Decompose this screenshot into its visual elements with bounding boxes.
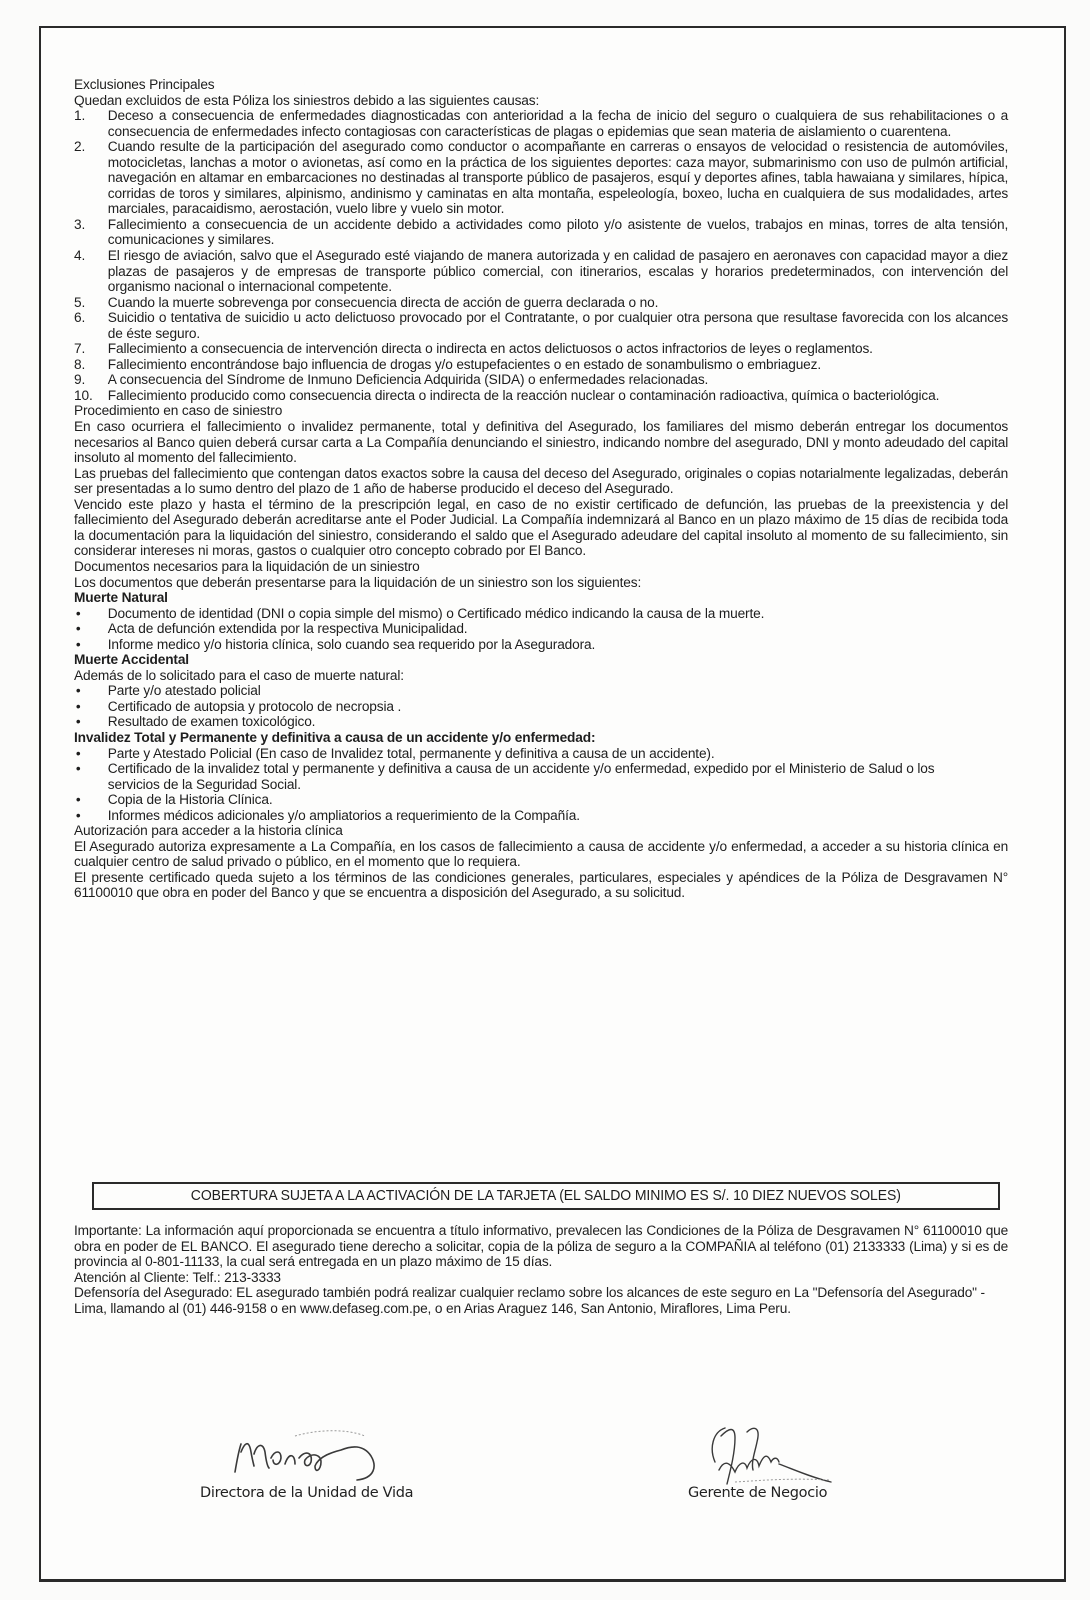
document-item: • Parte y Atestado Policial (En caso de Invalidez total, permanente y definitiva a causa de un accidente). bbox=[75, 745, 715, 762]
ombudsman-note: Defensoría del Asegurado: EL asegurado también podrá realizar cualquier reclamo sobre los alcances de este seguro en La "Defensoría del Asegurado" - Lima, llamando al (01) 446-9158 o en www.defaseg.com.pe, o en Arias Araguez 146, San Antonio, Miraflores, Lima Peru. bbox=[74, 1285, 985, 1317]
exclusions-list bbox=[74, 109, 1008, 404]
handwritten-signature-icon bbox=[695, 1418, 855, 1488]
exclusions-intro: Quedan excluidos de esta Póliza los siniestros debido a las siguientes causas: bbox=[74, 92, 540, 109]
signature-label-manager: Gerente de Negocio bbox=[688, 1485, 828, 1501]
exclusion-item: 8. Fallecimiento encontrándose bajo influencia de drogas y/o estupefacientes o en estado de sonambulismo o embriaguez. bbox=[74, 356, 822, 373]
natural-death-list bbox=[74, 607, 1008, 654]
procedure-paragraph: Vencido este plazo y hasta el término de la prescripción legal, en caso de no existir certificado de defunción, las pruebas de la preexistencia y del fallecimiento del Asegurado deberán acreditarse ante el Poder Judicial. La Compañía indemnizará al Banco en un plazo máximo de 15 días de recibida toda la documentación para la liquidación del siniestro, considerando el saldo que el Asegurado adeudare del capital insoluto al momento de su fallecimiento, sin considerar intereses ni moras, gastos o cualquier otro concepto cobrado por El Banco. bbox=[74, 496, 1009, 560]
procedure-paragraph: En caso ocurriera el fallecimiento o invalidez permanente, total y definitiva del Asegurado, los familiares del mismo deberán entregar los documentos necesarios al Banco quien deberá cursar carta a La Compañía denunciando el siniestro, indicando nombre del asegurado, DNI y monto adeudado del capital insoluto al momento del fallecimiento. bbox=[74, 419, 1009, 467]
exclusion-item: 7. Fallecimiento a consecuencia de intervención directa o indirecta en actos delictuosos o actos infractorios de leyes o reglamentos. bbox=[74, 341, 873, 358]
documents-section bbox=[74, 560, 1008, 824]
bullet-icon: • bbox=[75, 807, 81, 824]
accidental-death-intro: Además de lo solicitado para el caso de muerte natural: bbox=[74, 667, 404, 684]
exclusion-item: 3. Fallecimiento a consecuencia de un accidente debido a actividades como piloto y/o asistente de vuelos, trabajos en minas, torres de alta tensión, comunicaciones y similares. bbox=[74, 216, 1009, 249]
exclusion-item: 4. El riesgo de aviación, salvo que el Asegurado esté viajando de manera autorizada y en calidad de pasajero en aeronaves con capacidad mayor a diez plazas de pasajeros y de empresas de transporte público comercial, con itinerarios, escalas y horarios predeterminados, con intervención del organismo nacional o internacional competente. bbox=[74, 248, 1009, 296]
authorization-section bbox=[74, 824, 1008, 902]
invalidity-heading: Invalidez Total y Permanente y definitiva a causa de un accidente y/o enfermedad: bbox=[74, 729, 596, 746]
document-item: • Parte y/o atestado policial bbox=[75, 683, 261, 700]
signature-manager bbox=[695, 1418, 855, 1488]
accidental-death-list bbox=[74, 684, 1008, 731]
exclusion-item: 5. Cuando la muerte sobrevenga por consecuencia directa de acción de guerra declarada o no. bbox=[74, 294, 659, 311]
authorization-paragraph: El Asegurado autoriza expresamente a La Compañía, en los casos de fallecimiento a causa de accidente y/o enfermedad, a acceder a su historia clínica en cualquier centro de salud privado o público, en el momento que lo requiera. bbox=[74, 838, 1009, 871]
exclusion-item: 6. Suicidio o tentativa de suicidio u acto delictuoso provocado por el Contratante, o por cualquier otra persona que resultase favorecida con los alcances de éste seguro. bbox=[74, 310, 1009, 342]
bullet-icon: • bbox=[75, 745, 81, 762]
document-item: • Informe medico y/o historia clínica, solo cuando sea requerido por la Aseguradora. bbox=[75, 636, 596, 653]
exclusion-item: 1. Deceso a consecuencia de enfermedades diagnosticadas con anterioridad a la fecha de inicio del seguro o cualquiera de sus rehabilitaciones o a consecuencia de enfermedades infecto contagiosas con características de plagas o epidemias que sean materia de aislamiento o cuarentena. bbox=[74, 108, 1009, 140]
natural-death-heading: Muerte Natural bbox=[74, 590, 168, 607]
coverage-banner bbox=[92, 1182, 1000, 1210]
signature-label-director: Directora de la Unidad de Vida bbox=[200, 1485, 414, 1501]
accidental-death-heading: Muerte Accidental bbox=[74, 652, 189, 669]
authorization-paragraph: El presente certificado queda sujeto a los términos de las condiciones generales, particulares, especiales y apéndices de la Póliza de Desgravamen N° 61100010 que obra en poder del Banco y que se encuentra a disposición del Asegurado, a su solicitud. bbox=[74, 869, 1009, 902]
important-note: Importante: La información aquí proporcionada se encuentra a título informativo, prevalecen las Condiciones de la Póliza de Desgravamen N° 61100010 que obra en poder de EL BANCO. El asegurado tiene derecho a solicitar, copia de la póliza de seguro a la COMPAÑIA al teléfono (01) 2133333 (Lima) y si es de provincia al 0-801-11133, la cual será entregada en un plazo máximo de 15 días. bbox=[74, 1223, 1009, 1271]
documents-intro: Los documentos que deberán presentarse para la liquidación de un siniestro son los siguientes: bbox=[74, 574, 642, 591]
documents-title: Documentos necesarios para la liquidación de un siniestro bbox=[74, 558, 420, 575]
document-item: • Certificado de la invalidez total y permanente y definitiva a causa de un accidente y/o enfermedad, expedido por el Ministerio de Salud o los servicios de la Seguridad Social. bbox=[75, 761, 935, 793]
document-item: • Acta de defunción extendida por la respectiva Municipalidad. bbox=[75, 621, 468, 638]
exclusion-item: 10. Fallecimiento producido como consecuencia directa o indirecta de la reacción nuclear o contaminación radioactiva, química o bacteriológica. bbox=[74, 387, 940, 404]
bullet-icon: • bbox=[75, 698, 81, 715]
bullet-icon: • bbox=[75, 621, 81, 638]
bullet-icon: • bbox=[75, 605, 81, 622]
exclusion-item: 9. A consecuencia del Síndrome de Inmuno Deficiencia Adquirida (SIDA) o enfermedades relacionadas. bbox=[74, 372, 709, 389]
document-item: • Resultado de examen toxicológico. bbox=[75, 714, 316, 731]
handwritten-signature-icon bbox=[225, 1422, 400, 1484]
exclusion-item: 2. Cuando resulte de la participación del asegurado como conductor o acompañante en carreras o ensayos de velocidad o resistencia de automóviles, motocicletas, lanchas a motor o avionetas, así como en la práctica de los siguientes deportes: caza mayor, submarinismo con uso de pulmón artificial, navegación en altamar en embarcaciones no destinadas al transporte público de pasajeros, esquí y deportes afines, tabla hawaiana y similares, hípica, corridas de toros y similares, alpinismo, andinismo y caminatas en alta montaña, espeleología, boxeo, lucha en cualquiera de sus modalidades, artes marciales, paracaidismo, aerostación, vuelo libre y vuelo sin motor. bbox=[74, 139, 1009, 218]
exclusions-section bbox=[74, 78, 1008, 404]
signature-director bbox=[225, 1422, 400, 1484]
customer-service: Atención al Cliente: Telf.: 213-3333 bbox=[74, 1269, 281, 1286]
procedure-section bbox=[74, 404, 1008, 559]
footer-notes bbox=[74, 1224, 1008, 1317]
invalidity-list bbox=[74, 747, 1008, 825]
bullet-icon: • bbox=[75, 683, 81, 700]
authorization-title: Autorización para acceder a la historia clínica bbox=[74, 823, 343, 840]
bullet-icon: • bbox=[75, 714, 81, 731]
document-item: • Copia de la Historia Clínica. bbox=[75, 792, 273, 809]
bullet-icon: • bbox=[75, 761, 81, 778]
document-item: • Documento de identidad (DNI o copia simple del mismo) o Certificado médico indicando la causa de la muerte. bbox=[75, 605, 765, 622]
document-item: • Informes médicos adicionales y/o ampliatorios a requerimiento de la Compañía. bbox=[75, 807, 580, 824]
document-body bbox=[74, 78, 1008, 902]
procedure-title: Procedimiento en caso de siniestro bbox=[74, 403, 283, 420]
exclusions-title: Exclusiones Principales bbox=[74, 77, 215, 93]
bullet-icon: • bbox=[75, 636, 81, 653]
document-item: • Certificado de autopsia y protocolo de necropsia . bbox=[75, 698, 402, 715]
procedure-paragraph: Las pruebas del fallecimiento que contengan datos exactos sobre la causa del deceso del Asegurado, originales o copias notarialmente legalizadas, deberán ser presentadas a lo sumo dentro del plazo de 1 año de haberse producido el deceso del Asegurado. bbox=[74, 465, 1009, 498]
coverage-banner-text: COBERTURA SUJETA A LA ACTIVACIÓN DE LA TARJETA (EL SALDO MINIMO ES S/. 10 DIEZ NUEVOS SOLES) bbox=[190, 1188, 902, 1204]
bullet-icon: • bbox=[75, 792, 81, 809]
